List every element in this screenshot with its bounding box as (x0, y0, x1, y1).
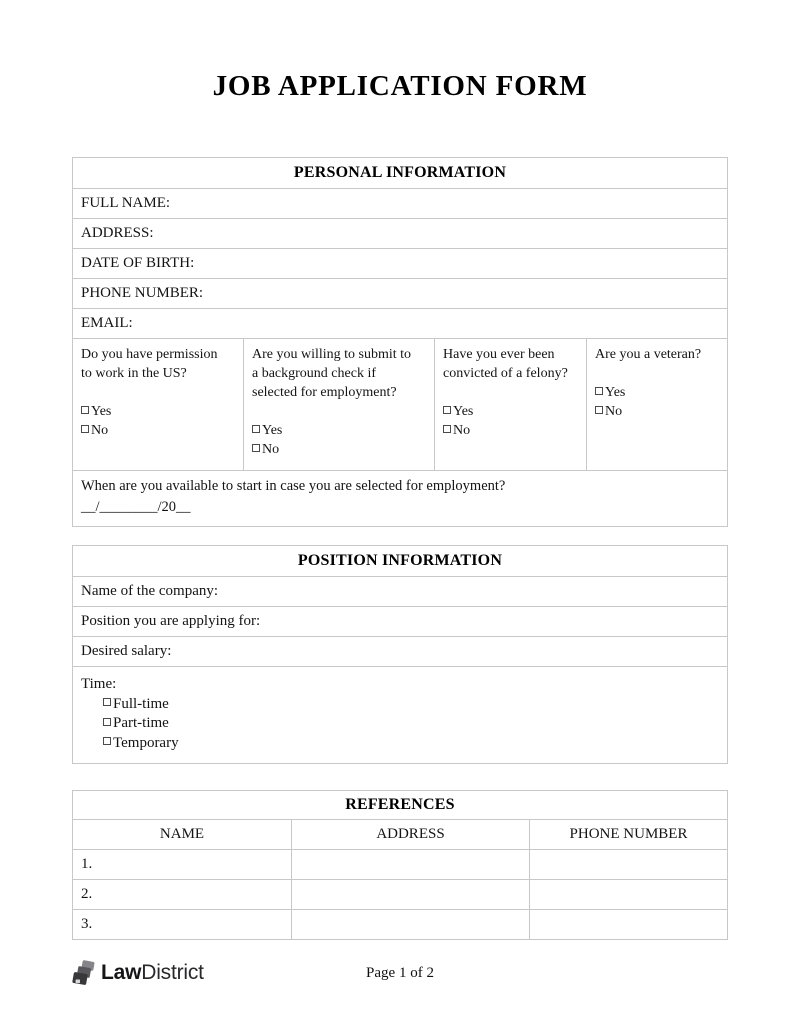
work-permission-no-option[interactable] (81, 421, 235, 440)
background-check-yes-option[interactable] (252, 421, 426, 440)
reference-1-number: 1. (81, 856, 93, 872)
question-background-check (243, 339, 434, 470)
phone-number-input-area[interactable] (203, 279, 719, 308)
position-applied-label: Position you are applying for: (81, 613, 261, 629)
option-label: No (605, 404, 623, 419)
option-label: Yes (91, 404, 112, 419)
full-time-checkbox[interactable] (103, 698, 111, 706)
time-row (73, 666, 727, 763)
desired-salary-row (73, 636, 727, 666)
work-permission-yes-checkbox[interactable] (81, 406, 89, 414)
company-name-label: Name of the company: (81, 583, 219, 599)
option-label: Temporary (113, 734, 179, 751)
phone-number-label: PHONE NUMBER: (81, 285, 204, 301)
date-of-birth-label: DATE OF BIRTH: (81, 255, 195, 271)
spacer (595, 364, 719, 383)
reference-1-address-cell[interactable] (291, 850, 529, 879)
veteran-no-checkbox[interactable] (595, 406, 603, 414)
address-label: ADDRESS: (81, 225, 154, 241)
reference-row-1 (73, 849, 727, 879)
background-check-no-checkbox[interactable] (252, 444, 260, 452)
full-name-label: FULL NAME: (81, 195, 171, 211)
temporary-checkbox[interactable] (103, 737, 111, 745)
company-name-row (73, 576, 727, 606)
email-label: EMAIL: (81, 315, 133, 331)
position-information-header: POSITION INFORMATION (297, 552, 503, 569)
temporary-option[interactable] (81, 734, 719, 754)
work-permission-yes-option[interactable] (81, 402, 235, 421)
full-time-option[interactable] (81, 695, 719, 715)
email-input-area[interactable] (133, 309, 719, 338)
lawdistrict-logo-icon (72, 960, 97, 987)
background-check-yes-checkbox[interactable] (252, 425, 260, 433)
time-label: Time: (81, 676, 117, 692)
spacer (81, 383, 235, 402)
reference-2-address-cell[interactable] (291, 880, 529, 909)
references-address-column-header: ADDRESS (291, 820, 529, 849)
full-name-input-area[interactable] (170, 189, 719, 218)
option-label: Full-time (113, 695, 169, 712)
question-veteran-text: Are you a veteran? (595, 347, 702, 362)
page-indicator: Page 1 of 2 (366, 964, 434, 981)
personal-information-header: PERSONAL INFORMATION (293, 164, 507, 181)
references-name-column-header: NAME (159, 826, 205, 842)
availability-row (73, 470, 727, 526)
part-time-option[interactable] (81, 714, 719, 734)
references-column-header-row (73, 819, 727, 849)
address-input-area[interactable] (154, 219, 719, 248)
availability-date-line[interactable]: __/________/20__ (81, 499, 191, 515)
footer (72, 958, 728, 988)
references-phone-column-header: PHONE NUMBER (529, 820, 727, 849)
part-time-checkbox[interactable] (103, 718, 111, 726)
veteran-yes-checkbox[interactable] (595, 387, 603, 395)
reference-3-name-cell[interactable] (73, 910, 291, 939)
address-row (73, 218, 727, 248)
reference-3-address-cell[interactable] (291, 910, 529, 939)
veteran-no-option[interactable] (595, 402, 719, 421)
spacer (443, 383, 578, 402)
question-veteran (586, 339, 727, 470)
eligibility-questions-row (73, 338, 727, 470)
phone-number-row (73, 278, 727, 308)
reference-3-number: 3. (81, 916, 93, 932)
felony-no-checkbox[interactable] (443, 425, 451, 433)
veteran-yes-option[interactable] (595, 383, 719, 402)
reference-2-name-cell[interactable] (73, 880, 291, 909)
work-permission-no-checkbox[interactable] (81, 425, 89, 433)
reference-3-phone-cell[interactable] (529, 910, 727, 939)
full-name-row (73, 188, 727, 218)
question-work-permission (73, 339, 243, 470)
personal-information-section (72, 157, 728, 527)
option-label: Yes (262, 423, 283, 438)
reference-row-2 (73, 879, 727, 909)
position-applied-input-area[interactable] (260, 607, 719, 636)
desired-salary-input-area[interactable] (171, 637, 719, 666)
date-of-birth-input-area[interactable] (194, 249, 719, 278)
company-name-input-area[interactable] (218, 577, 719, 606)
availability-question: When are you available to start in case you are selected for employment? (81, 478, 506, 494)
desired-salary-label: Desired salary: (81, 643, 172, 659)
reference-1-name-cell[interactable] (73, 850, 291, 879)
email-row (73, 308, 727, 338)
lawdistrict-logo (72, 960, 204, 987)
reference-1-phone-cell[interactable] (529, 850, 727, 879)
date-of-birth-row (73, 248, 727, 278)
option-label: Yes (453, 404, 474, 419)
reference-2-number: 2. (81, 886, 93, 902)
felony-yes-option[interactable] (443, 402, 578, 421)
spacer (252, 402, 426, 421)
page-title: JOB APPLICATION FORM (212, 70, 588, 102)
question-work-permission-text: Do you have permission to work in the US? (81, 347, 218, 381)
question-felony-text: Have you ever been convicted of a felony? (443, 347, 568, 381)
option-label: Part-time (113, 715, 169, 731)
logo-text-district: District (141, 961, 204, 984)
logo-text-law: Law (101, 961, 142, 984)
felony-no-option[interactable] (443, 421, 578, 440)
question-background-check-text: Are you willing to submit to a background check if selected for employment? (252, 347, 412, 400)
reference-2-phone-cell[interactable] (529, 880, 727, 909)
option-label: Yes (605, 385, 626, 400)
option-label: No (91, 423, 109, 438)
felony-yes-checkbox[interactable] (443, 406, 451, 414)
reference-row-3 (73, 909, 727, 939)
background-check-no-option[interactable] (252, 440, 426, 459)
option-label: No (262, 442, 280, 457)
references-section (72, 790, 728, 940)
option-label: No (453, 423, 471, 438)
references-header: REFERENCES (345, 796, 455, 813)
position-applied-row (73, 606, 727, 636)
position-information-section (72, 545, 728, 764)
question-felony (434, 339, 586, 470)
